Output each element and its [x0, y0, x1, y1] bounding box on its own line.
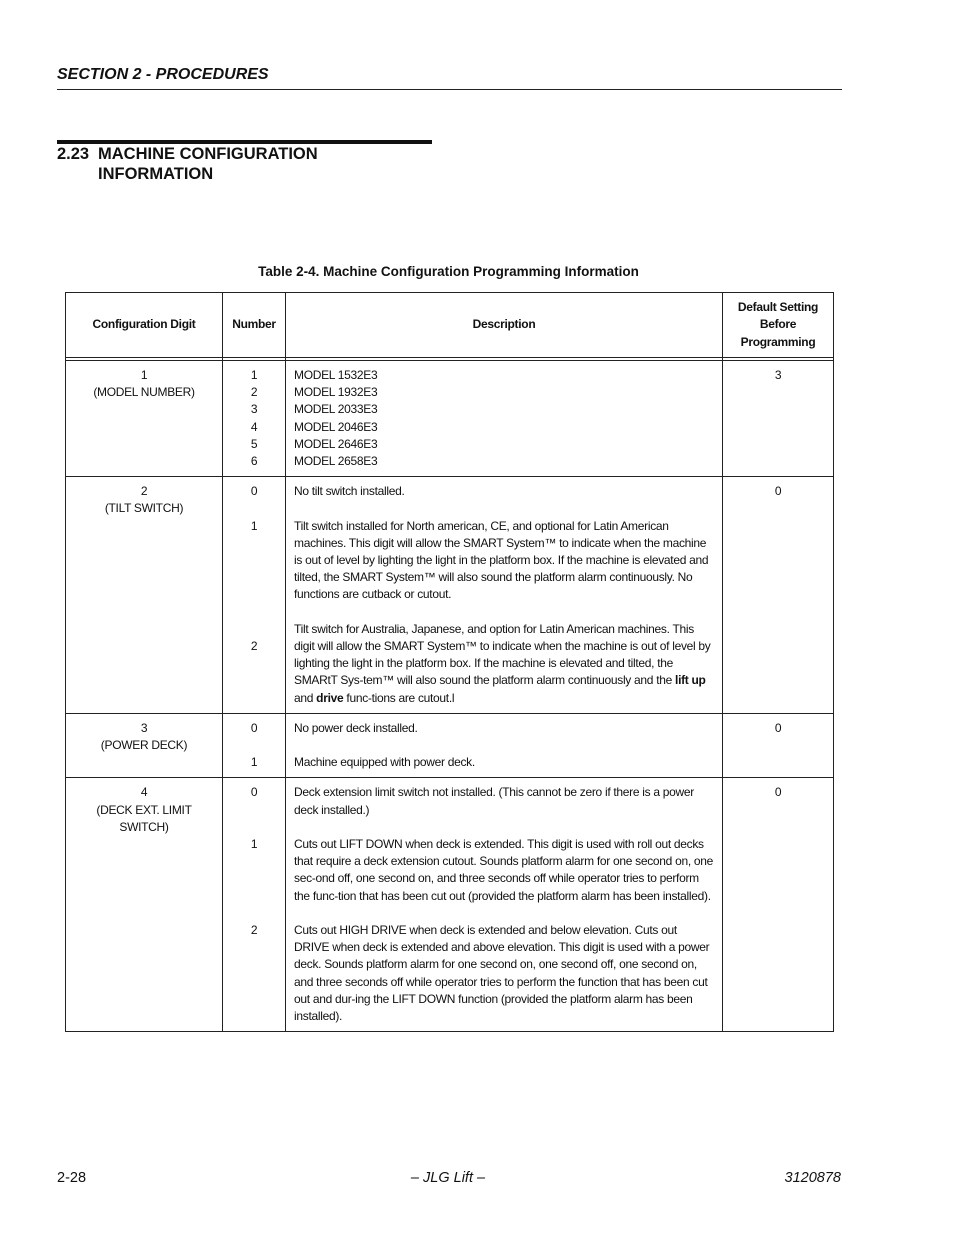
description-text: Deck extension limit switch not installed. (This cannot be zero if there is a power deck installed.): [294, 785, 694, 817]
description-text: Tilt switch for Australia, Japanese, and option for Latin American machines. This digit will allow the SMART System™ to indicate when the machine is out of level by lighting the light in the platform box. If the machine is elevated and tilted, the SMARtT Sys-tem™ will also sound the platform alarm continuously and the: [294, 621, 711, 688]
default-value: 0: [774, 484, 782, 499]
number-value: 0: [250, 484, 258, 499]
config-digit: 4: [140, 785, 148, 800]
config-digit-label: (MODEL NUMBER): [93, 385, 195, 400]
spacer: [227, 802, 281, 836]
section-title-line-1: MACHINE CONFIGURATION: [98, 145, 318, 163]
description-text: and: [294, 690, 314, 705]
description-text: No power deck installed.: [294, 720, 418, 735]
spacer: [294, 737, 714, 754]
number-value: 4: [250, 419, 258, 434]
number-value: 1: [250, 755, 258, 770]
description-text-rich: [294, 621, 714, 707]
description-text: func-tions are cutout.l: [346, 690, 455, 705]
spacer: [227, 621, 281, 638]
config-digit-label: SWITCH): [119, 819, 169, 834]
default-value: 3: [774, 368, 782, 382]
description-cell: [286, 713, 723, 778]
config-digit: 2: [140, 484, 148, 499]
config-digit-label: (POWER DECK): [100, 738, 188, 753]
number-value: 1: [250, 368, 258, 382]
table-row-tilt-switch: [66, 477, 834, 714]
description-text: MODEL 1932E3: [294, 385, 378, 400]
title-rule: [57, 140, 432, 144]
description-text: MODEL 2646E3: [294, 436, 378, 451]
table-header-row: [66, 293, 834, 358]
description-text: Cuts out LIFT DOWN when deck is extended. This digit is used with roll out decks that require a deck extension cutout. Sounds platform alarm for one second on, one sec-ond off, one second on, and three seconds off while operator tries to perform the func-tion that has been cut out (provided the platform alarm has been installed).: [294, 837, 714, 903]
spacer: [294, 500, 714, 517]
number-value: 3: [250, 402, 258, 417]
number-value: 1: [250, 837, 258, 852]
number-value: 2: [250, 639, 258, 653]
spacer: [227, 737, 281, 754]
header-default-line-2: Before: [759, 317, 797, 332]
default-value: 0: [774, 785, 782, 800]
config-digit-cell: [66, 477, 223, 714]
description-cell: [286, 778, 723, 1032]
spacer: [294, 604, 714, 621]
table-caption: Table 2-4. Machine Configuration Programming Information: [258, 264, 639, 279]
config-digit-cell: [66, 778, 223, 1032]
description-cell: [286, 361, 723, 477]
header-default-line-1: Default Setting: [737, 299, 819, 314]
header-default-setting: [723, 293, 834, 358]
config-digit-label: (TILT SWITCH): [104, 501, 184, 516]
table-row-power-deck: [66, 713, 834, 778]
default-cell: [723, 477, 834, 714]
table-row-model-number: [66, 361, 834, 477]
number-cell: [223, 361, 286, 477]
configuration-table: [65, 292, 834, 1032]
page-number: 2-28: [57, 1170, 87, 1186]
description-text: Machine equipped with power deck.: [294, 755, 475, 770]
spacer: [227, 535, 281, 621]
number-value: 1: [250, 518, 258, 533]
footer-brand: – JLG Lift –: [410, 1170, 486, 1186]
header-description: Description: [286, 293, 723, 358]
spacer: [227, 500, 281, 517]
number-value: 0: [250, 720, 258, 735]
description-text: MODEL 2046E3: [294, 419, 378, 434]
table-row-deck-ext-limit-switch: [66, 778, 834, 1032]
config-digit: 3: [140, 720, 148, 735]
description-text: MODEL 2658E3: [294, 454, 378, 469]
number-value: 5: [250, 436, 258, 451]
number-value: 6: [250, 454, 258, 469]
spacer: [294, 819, 714, 836]
description-cell: [286, 477, 723, 714]
default-cell: [723, 778, 834, 1032]
description-text: MODEL 1532E3: [294, 368, 378, 382]
header-divider: [57, 89, 842, 90]
header-number: Number: [223, 293, 286, 358]
header-default-line-3: Programming: [740, 334, 816, 349]
config-digit: 1: [140, 368, 148, 382]
config-digit-cell: [66, 713, 223, 778]
number-value: 0: [250, 785, 258, 800]
document-number: 3120878: [784, 1170, 841, 1186]
config-digit-cell: [66, 361, 223, 477]
spacer: [294, 905, 714, 922]
spacer: [227, 853, 281, 922]
section-header: SECTION 2 - PROCEDURES: [57, 66, 269, 83]
number-value: 2: [250, 385, 258, 400]
number-value: 2: [250, 923, 258, 938]
config-digit-label: (DECK EXT. LIMIT: [96, 802, 192, 817]
default-cell: [723, 713, 834, 778]
description-text: MODEL 2033E3: [294, 402, 378, 417]
lift-up-emphasis: lift up: [675, 673, 706, 688]
drive-emphasis: drive: [316, 690, 344, 705]
section-title-line-2: INFORMATION: [98, 165, 214, 183]
number-cell: [223, 477, 286, 714]
description-text: Cuts out HIGH DRIVE when deck is extended and below elevation. Cuts out DRIVE when deck is extended and above elevation. This digit is used with a power deck. Sounds platform alarm for one second on, one second off, one second on, and three seconds off while operator tries to perform the function that has been cut out and dur-ing the LIFT DOWN function (provided the platform alarm has been installed).: [294, 923, 710, 1024]
number-cell: [223, 778, 286, 1032]
description-text: Tilt switch installed for North american, CE, and optional for Latin American machines. This digit will allow the SMART System™ to indicate when the machine is out of level by lighting the light in the platform box. If the machine is elevated and tilted, the SMART System™ will also sound the platform alarm continuously. No functions are cutback or cutout.: [294, 518, 709, 602]
header-configuration-digit: Configuration Digit: [66, 293, 223, 358]
number-cell: [223, 713, 286, 778]
description-text: No tilt switch installed.: [294, 484, 405, 499]
default-value: 0: [774, 720, 782, 735]
section-number: 2.23: [57, 145, 90, 163]
default-cell: [723, 361, 834, 477]
